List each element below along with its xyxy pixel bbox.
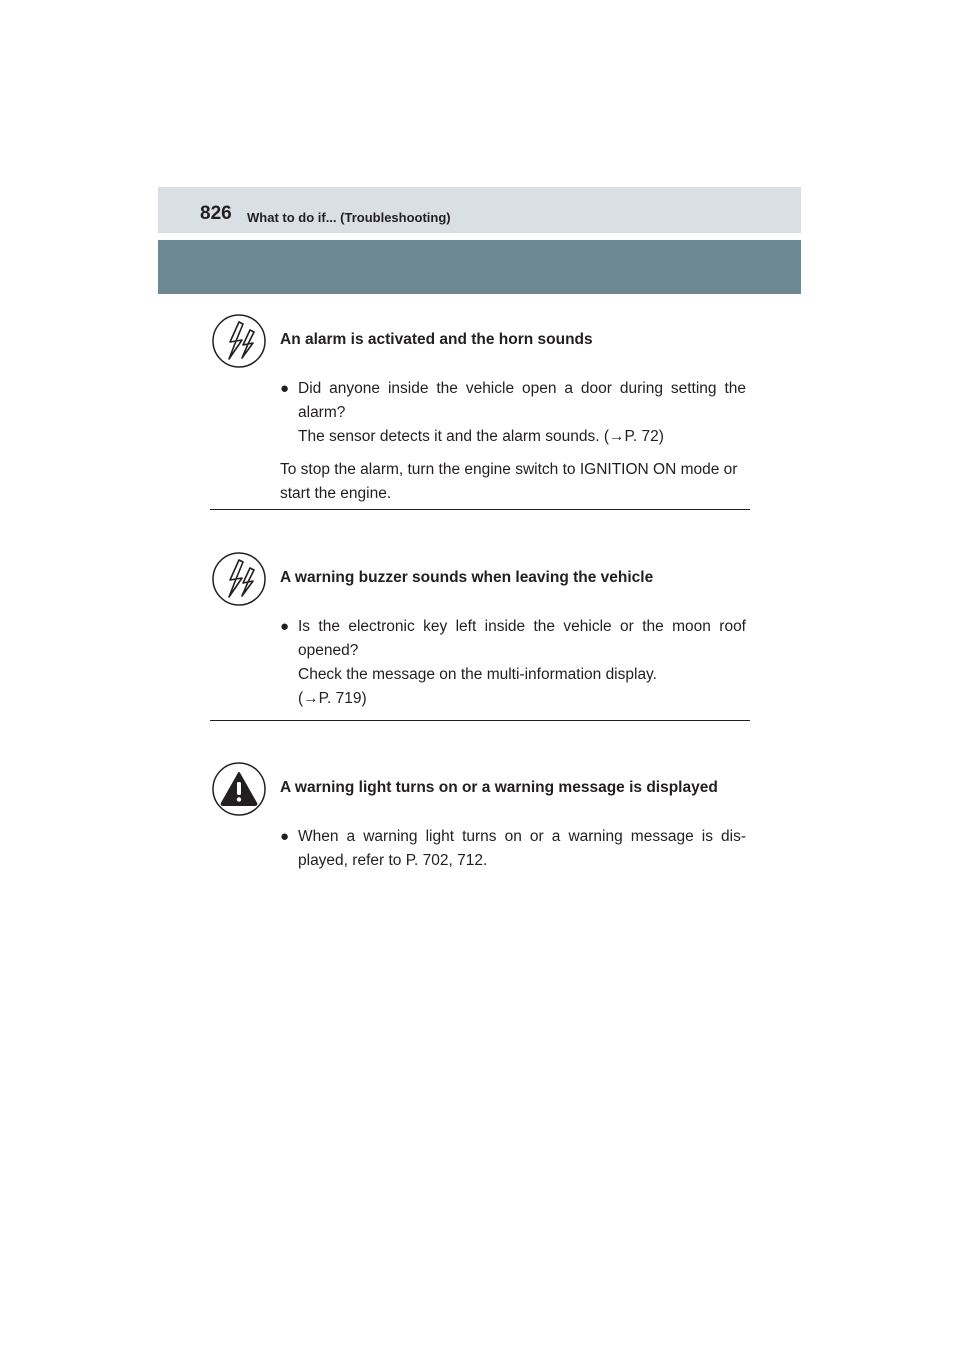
lightning-bolt-icon <box>212 552 266 606</box>
section-title: What to do if... (Troubleshooting) <box>247 210 451 225</box>
item-heading: A warning light turns on or a warning message is displayed <box>280 779 718 796</box>
bullet-detail: The sensor detects it and the alarm sounds. (→P. 72) <box>298 428 664 445</box>
bullet-question <box>280 615 746 711</box>
bullet-detail: Check the message on the multi-information display. <box>298 666 657 683</box>
bullet-dot: ● <box>280 828 290 845</box>
page-number: 826 <box>200 203 232 224</box>
item-heading: An alarm is activated and the horn sounds <box>280 331 593 348</box>
divider <box>210 509 750 510</box>
bullet-question <box>280 377 746 449</box>
title-bar <box>158 240 801 294</box>
item-heading: A warning buzzer sounds when leaving the vehicle <box>280 569 654 586</box>
bullet-dot: ● <box>280 618 290 635</box>
bullet-text: Did anyone inside the vehicle open a door during setting the alarm? <box>298 380 746 421</box>
warning-triangle-icon <box>212 762 266 816</box>
item-note: To stop the alarm, turn the engine switch to IGNITION ON mode or start the engine. <box>280 461 738 502</box>
divider <box>210 720 750 721</box>
bullet-dot: ● <box>280 380 290 397</box>
bullet-text: Is the electronic key left inside the vehicle or the moon roof opened? <box>298 618 746 659</box>
lightning-bolt-icon <box>212 314 266 368</box>
bullet-text: When a warning light turns on or a warning message is dis-played, refer to P. 702, 712. <box>298 828 746 869</box>
bullet-detail-reference: (→P. 719) <box>298 690 367 707</box>
bullet-question <box>280 825 746 873</box>
